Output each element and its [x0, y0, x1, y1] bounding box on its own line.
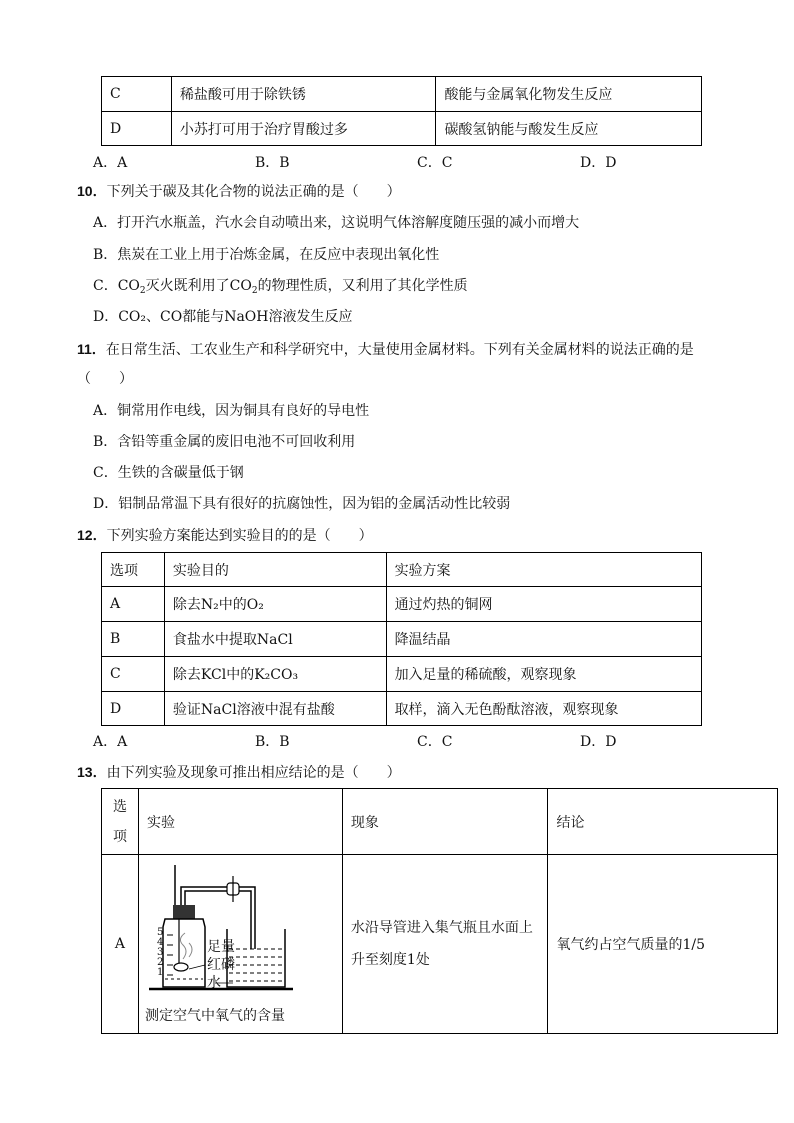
table-cell-purpose: 除去N₂中的O₂	[164, 587, 386, 622]
choices-row	[93, 152, 713, 172]
table-row	[102, 622, 702, 657]
choice-c: C．C	[417, 155, 453, 171]
q13-stem	[77, 762, 401, 783]
table-cell-option: D	[102, 692, 165, 726]
table-cell-purpose: 验证NaCl溶液中混有盐酸	[164, 692, 386, 726]
table-cell-content: 小苏打可用于治疗胃酸过多	[171, 112, 436, 146]
question-text: 下列关于碳及其化合物的说法正确的是（ ）	[106, 184, 401, 200]
table-row	[102, 77, 702, 112]
q12-table	[101, 552, 702, 726]
table-cell-option: C	[102, 77, 172, 112]
table-row	[102, 112, 702, 146]
choice-d: D．D	[580, 155, 617, 171]
q11-option-b: B．含铅等重金属的废旧电池不可回收利用	[93, 434, 356, 450]
q10-option-b: B．焦炭在工业上用于冶炼金属，在反应中表现出氧化性	[93, 247, 440, 263]
table-row	[102, 692, 702, 726]
header-purpose: 实验目的	[164, 553, 386, 587]
q11-stem-cont: （ ）	[77, 371, 133, 387]
q10-c-part2: 灭火既利用了CO	[145, 278, 252, 294]
choice-b: B．B	[255, 734, 290, 750]
header-option-char2: 项	[112, 828, 127, 845]
table-cell-plan: 取样，滴入无色酚酞溶液，观察现象	[386, 692, 701, 726]
table-row	[102, 587, 702, 622]
q13-table	[101, 788, 778, 1034]
label-water: 水	[206, 975, 221, 991]
q10-option-c: C．$CO_2$灭火既利用了$CO_2$的物理性质，又利用了其化学性质	[93, 278, 468, 296]
question-text: 下列实验方案能达到实验目的的是（ ）	[106, 528, 373, 544]
q11-stem	[77, 339, 694, 360]
table-cell-plan: 加入足量的稀硫酸，观察现象	[386, 657, 701, 692]
choice-a: A．A	[93, 155, 128, 171]
scale-label: 1	[156, 967, 164, 978]
q10-stem	[77, 181, 401, 202]
choice-b: B．B	[255, 155, 290, 171]
scale-label: 3	[156, 947, 164, 958]
table-row	[102, 657, 702, 692]
q11-option-d: D．铝制品常温下具有很好的抗腐蚀性，因为铝的金属活动性比较弱	[93, 496, 511, 512]
choice-c: C．C	[417, 734, 453, 750]
header-phenomenon: 现象	[342, 789, 548, 855]
choices-row	[93, 731, 713, 751]
question-text: 由下列实验及现象可推出相应结论的是（ ）	[106, 765, 401, 781]
choice-d: D．D	[580, 734, 617, 750]
table-cell-conclusion: 氧气约占空气质量的1/5	[548, 855, 778, 1034]
question-number: 12．	[77, 527, 107, 543]
scale-label: 5	[156, 927, 164, 938]
q12-stem	[77, 525, 373, 546]
label-excess: 足量	[206, 939, 235, 955]
table-cell-option: D	[102, 112, 172, 146]
table-cell-option: A	[102, 587, 165, 622]
header-option-char1: 选	[112, 798, 127, 815]
question-text: 在日常生活、工农业生产和科学研究中，大量使用金属材料。下列有关金属材料的说法正确的是	[105, 342, 694, 358]
q10-option-d: D．CO₂、CO都能与NaOH溶液发生反应	[93, 309, 353, 325]
figure-caption: 测定空气中氧气的含量	[144, 1008, 285, 1024]
phenomenon-line-2: 升至刻度1处	[350, 952, 430, 968]
scale-label: 2	[156, 957, 164, 968]
table-cell-purpose: 除去KCl中的K₂CO₃	[164, 657, 386, 692]
table-cell-content: 稀盐酸可用于除铁锈	[171, 77, 436, 112]
table-cell-plan: 降温结晶	[386, 622, 701, 657]
header-experiment: 实验	[138, 789, 342, 855]
q11-option-a: A．铜常用作电线，因为铜具有良好的导电性	[93, 403, 370, 419]
apparatus-figure	[143, 859, 333, 1029]
q11-option-c: C．生铁的含碳量低于钢	[93, 465, 244, 481]
oxygen-apparatus-diagram	[143, 859, 333, 999]
header-option: 选项	[102, 553, 165, 587]
table-cell-purpose: 食盐水中提取NaCl	[164, 622, 386, 657]
header-option	[102, 789, 139, 855]
top-table	[101, 76, 702, 146]
table-row	[102, 855, 778, 1034]
q10-c-part1: C．CO	[93, 278, 140, 294]
label-red-phosphorus: 红磷	[206, 957, 235, 973]
header-plan: 实验方案	[386, 553, 701, 587]
scale-label: 4	[156, 937, 164, 948]
header-conclusion: 结论	[548, 789, 778, 855]
table-cell-experiment	[138, 855, 342, 1034]
table-cell-option: A	[102, 855, 139, 1034]
table-cell-plan: 通过灼热的铜网	[386, 587, 701, 622]
question-number: 13．	[77, 764, 107, 780]
table-header-row	[102, 553, 702, 587]
q10-option-a: A．打开汽水瓶盖，汽水会自动喷出来，这说明气体溶解度随压强的减小而增大	[93, 215, 580, 231]
question-number: 10．	[77, 183, 107, 199]
phenomenon-line-1: 水沿导管进入集气瓶且水面上	[350, 920, 533, 936]
table-cell-reason: 碳酸氢钠能与酸发生反应	[436, 112, 702, 146]
table-cell-reason: 酸能与金属氧化物发生反应	[436, 77, 702, 112]
table-cell-option: B	[102, 622, 165, 657]
table-cell-option: C	[102, 657, 165, 692]
question-number: 11．	[77, 341, 106, 357]
q10-c-part3: 的物理性质，又利用了其化学性质	[257, 278, 468, 294]
choice-a: A．A	[93, 734, 128, 750]
table-header-row	[102, 789, 778, 855]
table-cell-phenomenon	[342, 855, 548, 1034]
